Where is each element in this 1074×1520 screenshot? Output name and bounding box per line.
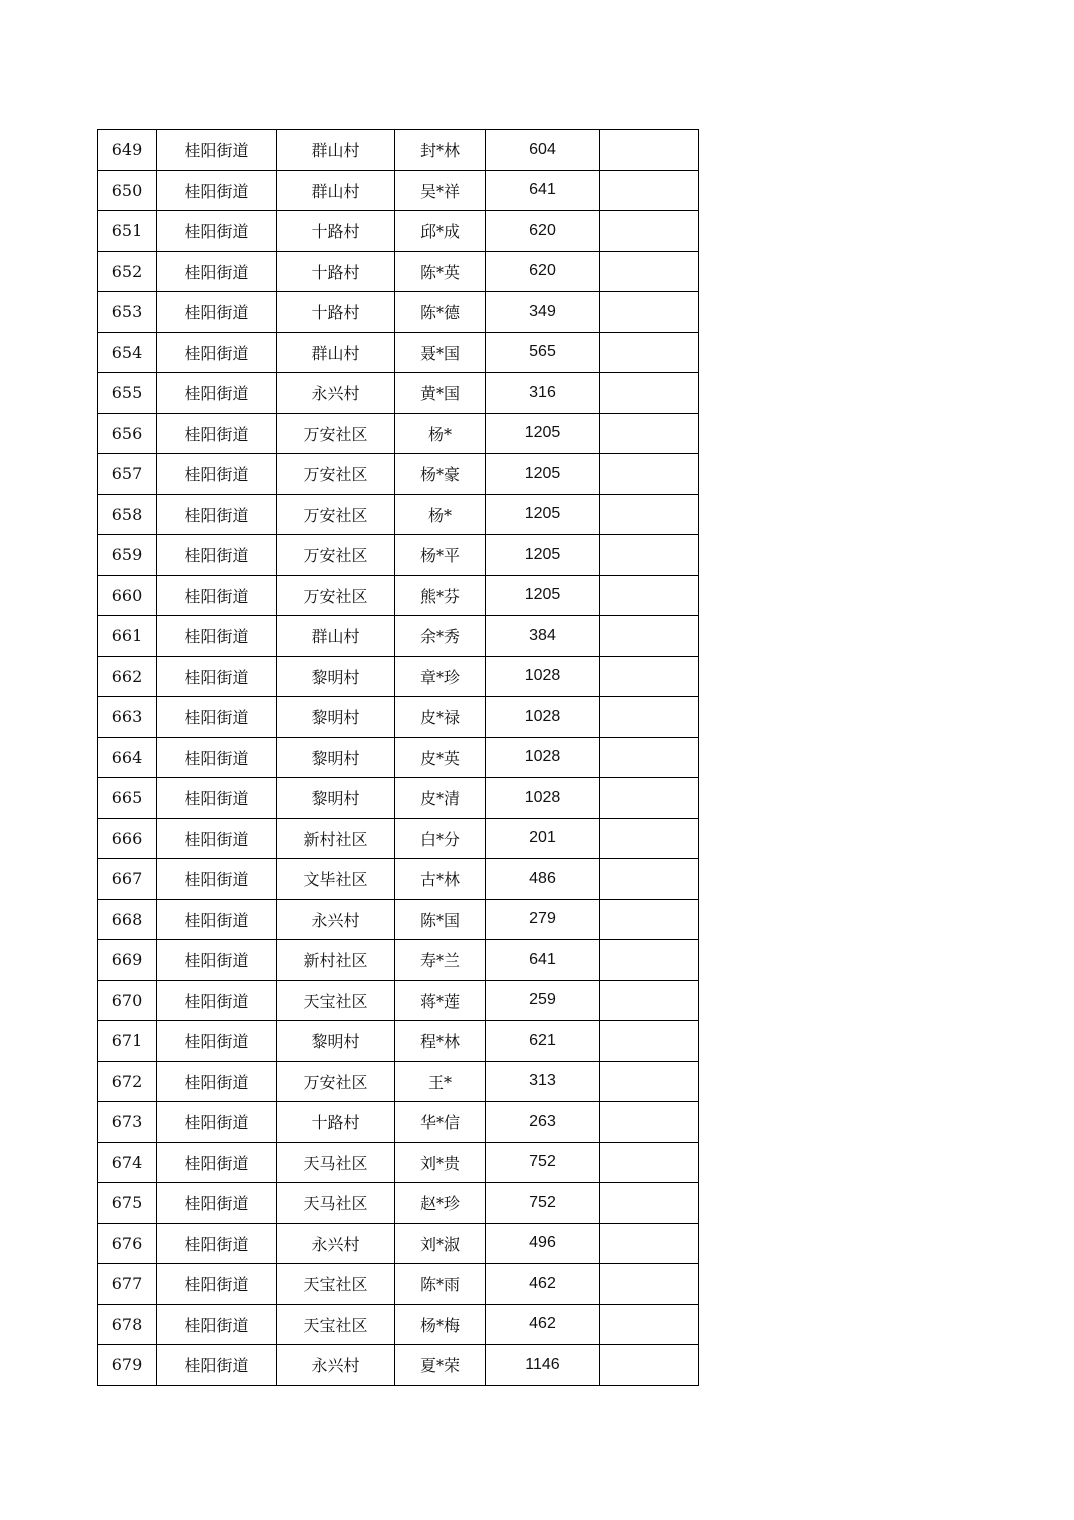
note-cell xyxy=(600,332,699,373)
street-cell: 桂阳街道 xyxy=(157,818,277,859)
person-name-cell: 王* xyxy=(395,1061,486,1102)
row-number-cell: 653 xyxy=(98,292,157,333)
village-cell: 万安社区 xyxy=(277,535,395,576)
amount-cell: 316 xyxy=(486,373,600,414)
amount-cell: 384 xyxy=(486,616,600,657)
amount-cell: 641 xyxy=(486,940,600,981)
row-number-cell: 649 xyxy=(98,130,157,171)
table-row xyxy=(98,940,699,981)
street-cell: 桂阳街道 xyxy=(157,1264,277,1305)
person-name-cell: 刘*贵 xyxy=(395,1142,486,1183)
amount-cell: 496 xyxy=(486,1223,600,1264)
note-cell xyxy=(600,1142,699,1183)
village-cell: 天宝社区 xyxy=(277,1304,395,1345)
village-cell: 十路村 xyxy=(277,1102,395,1143)
village-cell: 永兴村 xyxy=(277,1223,395,1264)
amount-cell: 263 xyxy=(486,1102,600,1143)
note-cell xyxy=(600,1264,699,1305)
row-number-cell: 672 xyxy=(98,1061,157,1102)
row-number-cell: 674 xyxy=(98,1142,157,1183)
person-name-cell: 杨* xyxy=(395,494,486,535)
note-cell xyxy=(600,211,699,252)
row-number-cell: 666 xyxy=(98,818,157,859)
street-cell: 桂阳街道 xyxy=(157,251,277,292)
street-cell: 桂阳街道 xyxy=(157,656,277,697)
note-cell xyxy=(600,778,699,819)
village-cell: 万安社区 xyxy=(277,575,395,616)
village-cell: 十路村 xyxy=(277,292,395,333)
table-row xyxy=(98,980,699,1021)
note-cell xyxy=(600,1102,699,1143)
row-number-cell: 660 xyxy=(98,575,157,616)
street-cell: 桂阳街道 xyxy=(157,859,277,900)
note-cell xyxy=(600,535,699,576)
amount-cell: 313 xyxy=(486,1061,600,1102)
street-cell: 桂阳街道 xyxy=(157,1021,277,1062)
amount-cell: 1205 xyxy=(486,413,600,454)
person-name-cell: 杨*豪 xyxy=(395,454,486,495)
row-number-cell: 679 xyxy=(98,1345,157,1386)
row-number-cell: 654 xyxy=(98,332,157,373)
table-row xyxy=(98,1223,699,1264)
street-cell: 桂阳街道 xyxy=(157,535,277,576)
street-cell: 桂阳街道 xyxy=(157,1345,277,1386)
village-cell: 永兴村 xyxy=(277,899,395,940)
note-cell xyxy=(600,1345,699,1386)
amount-cell: 1205 xyxy=(486,454,600,495)
row-number-cell: 675 xyxy=(98,1183,157,1224)
person-name-cell: 皮*清 xyxy=(395,778,486,819)
person-name-cell: 杨*梅 xyxy=(395,1304,486,1345)
note-cell xyxy=(600,170,699,211)
amount-cell: 349 xyxy=(486,292,600,333)
village-cell: 群山村 xyxy=(277,616,395,657)
village-cell: 新村社区 xyxy=(277,818,395,859)
table-row xyxy=(98,616,699,657)
table-row xyxy=(98,494,699,535)
table-row xyxy=(98,1061,699,1102)
street-cell: 桂阳街道 xyxy=(157,1183,277,1224)
amount-cell: 201 xyxy=(486,818,600,859)
amount-cell: 462 xyxy=(486,1264,600,1305)
table-row xyxy=(98,1345,699,1386)
row-number-cell: 658 xyxy=(98,494,157,535)
note-cell xyxy=(600,980,699,1021)
village-cell: 万安社区 xyxy=(277,494,395,535)
amount-cell: 462 xyxy=(486,1304,600,1345)
row-number-cell: 668 xyxy=(98,899,157,940)
amount-cell: 752 xyxy=(486,1142,600,1183)
village-cell: 十路村 xyxy=(277,251,395,292)
table-row xyxy=(98,575,699,616)
note-cell xyxy=(600,454,699,495)
note-cell xyxy=(600,494,699,535)
person-name-cell: 寿*兰 xyxy=(395,940,486,981)
person-name-cell: 章*珍 xyxy=(395,656,486,697)
row-number-cell: 677 xyxy=(98,1264,157,1305)
amount-cell: 259 xyxy=(486,980,600,1021)
village-cell: 新村社区 xyxy=(277,940,395,981)
note-cell xyxy=(600,818,699,859)
row-number-cell: 678 xyxy=(98,1304,157,1345)
amount-cell: 620 xyxy=(486,251,600,292)
amount-cell: 565 xyxy=(486,332,600,373)
amount-cell: 1028 xyxy=(486,656,600,697)
street-cell: 桂阳街道 xyxy=(157,332,277,373)
village-cell: 群山村 xyxy=(277,170,395,211)
row-number-cell: 663 xyxy=(98,697,157,738)
table-row xyxy=(98,1142,699,1183)
person-name-cell: 夏*荣 xyxy=(395,1345,486,1386)
note-cell xyxy=(600,656,699,697)
street-cell: 桂阳街道 xyxy=(157,454,277,495)
roster-table xyxy=(97,129,699,1386)
note-cell xyxy=(600,1304,699,1345)
note-cell xyxy=(600,859,699,900)
table-row xyxy=(98,413,699,454)
person-name-cell: 黄*国 xyxy=(395,373,486,414)
table-row xyxy=(98,899,699,940)
note-cell xyxy=(600,899,699,940)
amount-cell: 1205 xyxy=(486,535,600,576)
amount-cell: 1028 xyxy=(486,697,600,738)
row-number-cell: 665 xyxy=(98,778,157,819)
row-number-cell: 656 xyxy=(98,413,157,454)
person-name-cell: 赵*珍 xyxy=(395,1183,486,1224)
row-number-cell: 659 xyxy=(98,535,157,576)
amount-cell: 620 xyxy=(486,211,600,252)
note-cell xyxy=(600,413,699,454)
village-cell: 十路村 xyxy=(277,211,395,252)
row-number-cell: 667 xyxy=(98,859,157,900)
row-number-cell: 671 xyxy=(98,1021,157,1062)
person-name-cell: 华*信 xyxy=(395,1102,486,1143)
street-cell: 桂阳街道 xyxy=(157,940,277,981)
row-number-cell: 670 xyxy=(98,980,157,1021)
roster-table-body xyxy=(98,130,699,1386)
street-cell: 桂阳街道 xyxy=(157,130,277,171)
note-cell xyxy=(600,251,699,292)
note-cell xyxy=(600,130,699,171)
street-cell: 桂阳街道 xyxy=(157,980,277,1021)
row-number-cell: 661 xyxy=(98,616,157,657)
table-row xyxy=(98,737,699,778)
person-name-cell: 封*林 xyxy=(395,130,486,171)
row-number-cell: 676 xyxy=(98,1223,157,1264)
person-name-cell: 蒋*莲 xyxy=(395,980,486,1021)
person-name-cell: 熊*芬 xyxy=(395,575,486,616)
table-row xyxy=(98,211,699,252)
amount-cell: 1028 xyxy=(486,737,600,778)
street-cell: 桂阳街道 xyxy=(157,575,277,616)
table-row xyxy=(98,818,699,859)
street-cell: 桂阳街道 xyxy=(157,170,277,211)
note-cell xyxy=(600,292,699,333)
village-cell: 天宝社区 xyxy=(277,980,395,1021)
note-cell xyxy=(600,1183,699,1224)
amount-cell: 752 xyxy=(486,1183,600,1224)
table-row xyxy=(98,535,699,576)
village-cell: 万安社区 xyxy=(277,454,395,495)
street-cell: 桂阳街道 xyxy=(157,1304,277,1345)
row-number-cell: 673 xyxy=(98,1102,157,1143)
table-row xyxy=(98,656,699,697)
person-name-cell: 陈*德 xyxy=(395,292,486,333)
note-cell xyxy=(600,616,699,657)
table-row xyxy=(98,1304,699,1345)
table-row xyxy=(98,778,699,819)
village-cell: 万安社区 xyxy=(277,413,395,454)
table-row xyxy=(98,859,699,900)
table-row xyxy=(98,170,699,211)
person-name-cell: 白*分 xyxy=(395,818,486,859)
note-cell xyxy=(600,1021,699,1062)
table-row xyxy=(98,130,699,171)
row-number-cell: 669 xyxy=(98,940,157,981)
row-number-cell: 651 xyxy=(98,211,157,252)
person-name-cell: 陈*雨 xyxy=(395,1264,486,1305)
row-number-cell: 652 xyxy=(98,251,157,292)
person-name-cell: 刘*淑 xyxy=(395,1223,486,1264)
street-cell: 桂阳街道 xyxy=(157,737,277,778)
village-cell: 文毕社区 xyxy=(277,859,395,900)
street-cell: 桂阳街道 xyxy=(157,899,277,940)
row-number-cell: 662 xyxy=(98,656,157,697)
amount-cell: 1028 xyxy=(486,778,600,819)
street-cell: 桂阳街道 xyxy=(157,1223,277,1264)
note-cell xyxy=(600,940,699,981)
street-cell: 桂阳街道 xyxy=(157,1142,277,1183)
table-row xyxy=(98,1021,699,1062)
person-name-cell: 聂*国 xyxy=(395,332,486,373)
person-name-cell: 邱*成 xyxy=(395,211,486,252)
street-cell: 桂阳街道 xyxy=(157,778,277,819)
note-cell xyxy=(600,697,699,738)
village-cell: 黎明村 xyxy=(277,737,395,778)
person-name-cell: 杨*平 xyxy=(395,535,486,576)
village-cell: 群山村 xyxy=(277,130,395,171)
street-cell: 桂阳街道 xyxy=(157,616,277,657)
amount-cell: 1205 xyxy=(486,575,600,616)
row-number-cell: 657 xyxy=(98,454,157,495)
amount-cell: 486 xyxy=(486,859,600,900)
table-row xyxy=(98,697,699,738)
person-name-cell: 陈*国 xyxy=(395,899,486,940)
table-row xyxy=(98,1183,699,1224)
note-cell xyxy=(600,737,699,778)
village-cell: 群山村 xyxy=(277,332,395,373)
person-name-cell: 余*秀 xyxy=(395,616,486,657)
village-cell: 黎明村 xyxy=(277,1021,395,1062)
street-cell: 桂阳街道 xyxy=(157,697,277,738)
table-row xyxy=(98,251,699,292)
person-name-cell: 杨* xyxy=(395,413,486,454)
table-row xyxy=(98,1102,699,1143)
amount-cell: 641 xyxy=(486,170,600,211)
amount-cell: 621 xyxy=(486,1021,600,1062)
note-cell xyxy=(600,1223,699,1264)
person-name-cell: 程*林 xyxy=(395,1021,486,1062)
village-cell: 天马社区 xyxy=(277,1142,395,1183)
table-row xyxy=(98,373,699,414)
amount-cell: 1146 xyxy=(486,1345,600,1386)
table-row xyxy=(98,292,699,333)
person-name-cell: 吴*祥 xyxy=(395,170,486,211)
street-cell: 桂阳街道 xyxy=(157,1102,277,1143)
street-cell: 桂阳街道 xyxy=(157,1061,277,1102)
table-row xyxy=(98,332,699,373)
amount-cell: 279 xyxy=(486,899,600,940)
street-cell: 桂阳街道 xyxy=(157,373,277,414)
village-cell: 万安社区 xyxy=(277,1061,395,1102)
village-cell: 永兴村 xyxy=(277,373,395,414)
street-cell: 桂阳街道 xyxy=(157,413,277,454)
note-cell xyxy=(600,373,699,414)
row-number-cell: 664 xyxy=(98,737,157,778)
row-number-cell: 650 xyxy=(98,170,157,211)
village-cell: 黎明村 xyxy=(277,697,395,738)
person-name-cell: 皮*禄 xyxy=(395,697,486,738)
table-row xyxy=(98,454,699,495)
village-cell: 永兴村 xyxy=(277,1345,395,1386)
street-cell: 桂阳街道 xyxy=(157,494,277,535)
person-name-cell: 古*林 xyxy=(395,859,486,900)
village-cell: 天马社区 xyxy=(277,1183,395,1224)
row-number-cell: 655 xyxy=(98,373,157,414)
note-cell xyxy=(600,575,699,616)
table-row xyxy=(98,1264,699,1305)
street-cell: 桂阳街道 xyxy=(157,211,277,252)
person-name-cell: 陈*英 xyxy=(395,251,486,292)
amount-cell: 604 xyxy=(486,130,600,171)
street-cell: 桂阳街道 xyxy=(157,292,277,333)
village-cell: 黎明村 xyxy=(277,778,395,819)
village-cell: 天宝社区 xyxy=(277,1264,395,1305)
note-cell xyxy=(600,1061,699,1102)
person-name-cell: 皮*英 xyxy=(395,737,486,778)
village-cell: 黎明村 xyxy=(277,656,395,697)
amount-cell: 1205 xyxy=(486,494,600,535)
